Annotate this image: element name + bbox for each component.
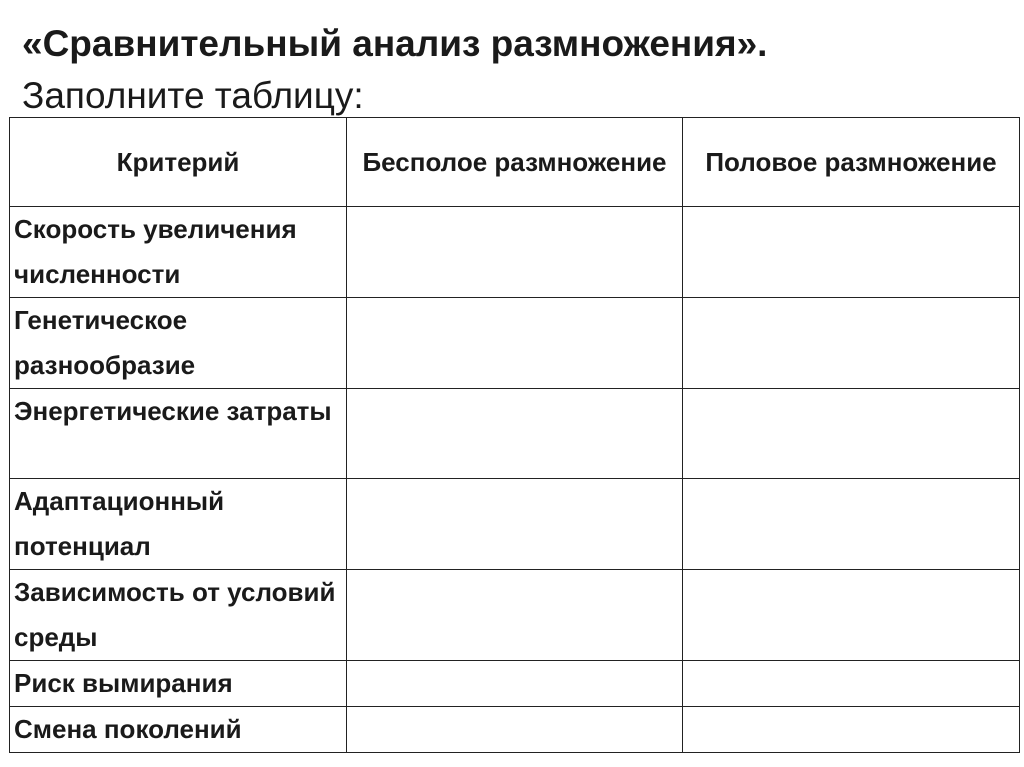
asexual-answer-cell[interactable] — [347, 570, 683, 661]
sexual-answer-cell[interactable] — [683, 298, 1020, 389]
criterion-cell: Энергетические затраты — [10, 389, 347, 479]
sexual-answer-cell[interactable] — [683, 661, 1020, 707]
asexual-answer-cell[interactable] — [347, 207, 683, 298]
criterion-cell: Скорость увеличения численности — [10, 207, 347, 298]
sexual-answer-cell[interactable] — [683, 707, 1020, 753]
table-row — [10, 661, 1020, 707]
asexual-answer-cell[interactable] — [347, 479, 683, 570]
asexual-answer-cell[interactable] — [347, 298, 683, 389]
header-criterion: Критерий — [10, 118, 347, 207]
page-subtitle: Заполните таблицу: — [22, 75, 364, 116]
page-title: «Сравнительный анализ размножения». — [22, 23, 768, 64]
table-row — [10, 389, 1020, 479]
table-row — [10, 570, 1020, 661]
table-row — [10, 479, 1020, 570]
asexual-answer-cell[interactable] — [347, 707, 683, 753]
criterion-cell: Риск вымирания — [10, 661, 347, 707]
criterion-cell: Смена поколений — [10, 707, 347, 753]
header-asexual: Бесполое размножение — [347, 118, 683, 207]
table-row — [10, 298, 1020, 389]
table-row — [10, 707, 1020, 753]
asexual-answer-cell[interactable] — [347, 661, 683, 707]
header-sexual: Половое размножение — [683, 118, 1020, 207]
sexual-answer-cell[interactable] — [683, 207, 1020, 298]
sexual-answer-cell[interactable] — [683, 479, 1020, 570]
table-row — [10, 207, 1020, 298]
comparison-table — [9, 117, 1020, 753]
criterion-cell: Зависимость от условий среды — [10, 570, 347, 661]
criterion-cell: Генетическое разнообразие — [10, 298, 347, 389]
asexual-answer-cell[interactable] — [347, 389, 683, 479]
criterion-cell: Адаптационный потенциал — [10, 479, 347, 570]
sexual-answer-cell[interactable] — [683, 389, 1020, 479]
sexual-answer-cell[interactable] — [683, 570, 1020, 661]
table-header-row — [10, 118, 1020, 207]
